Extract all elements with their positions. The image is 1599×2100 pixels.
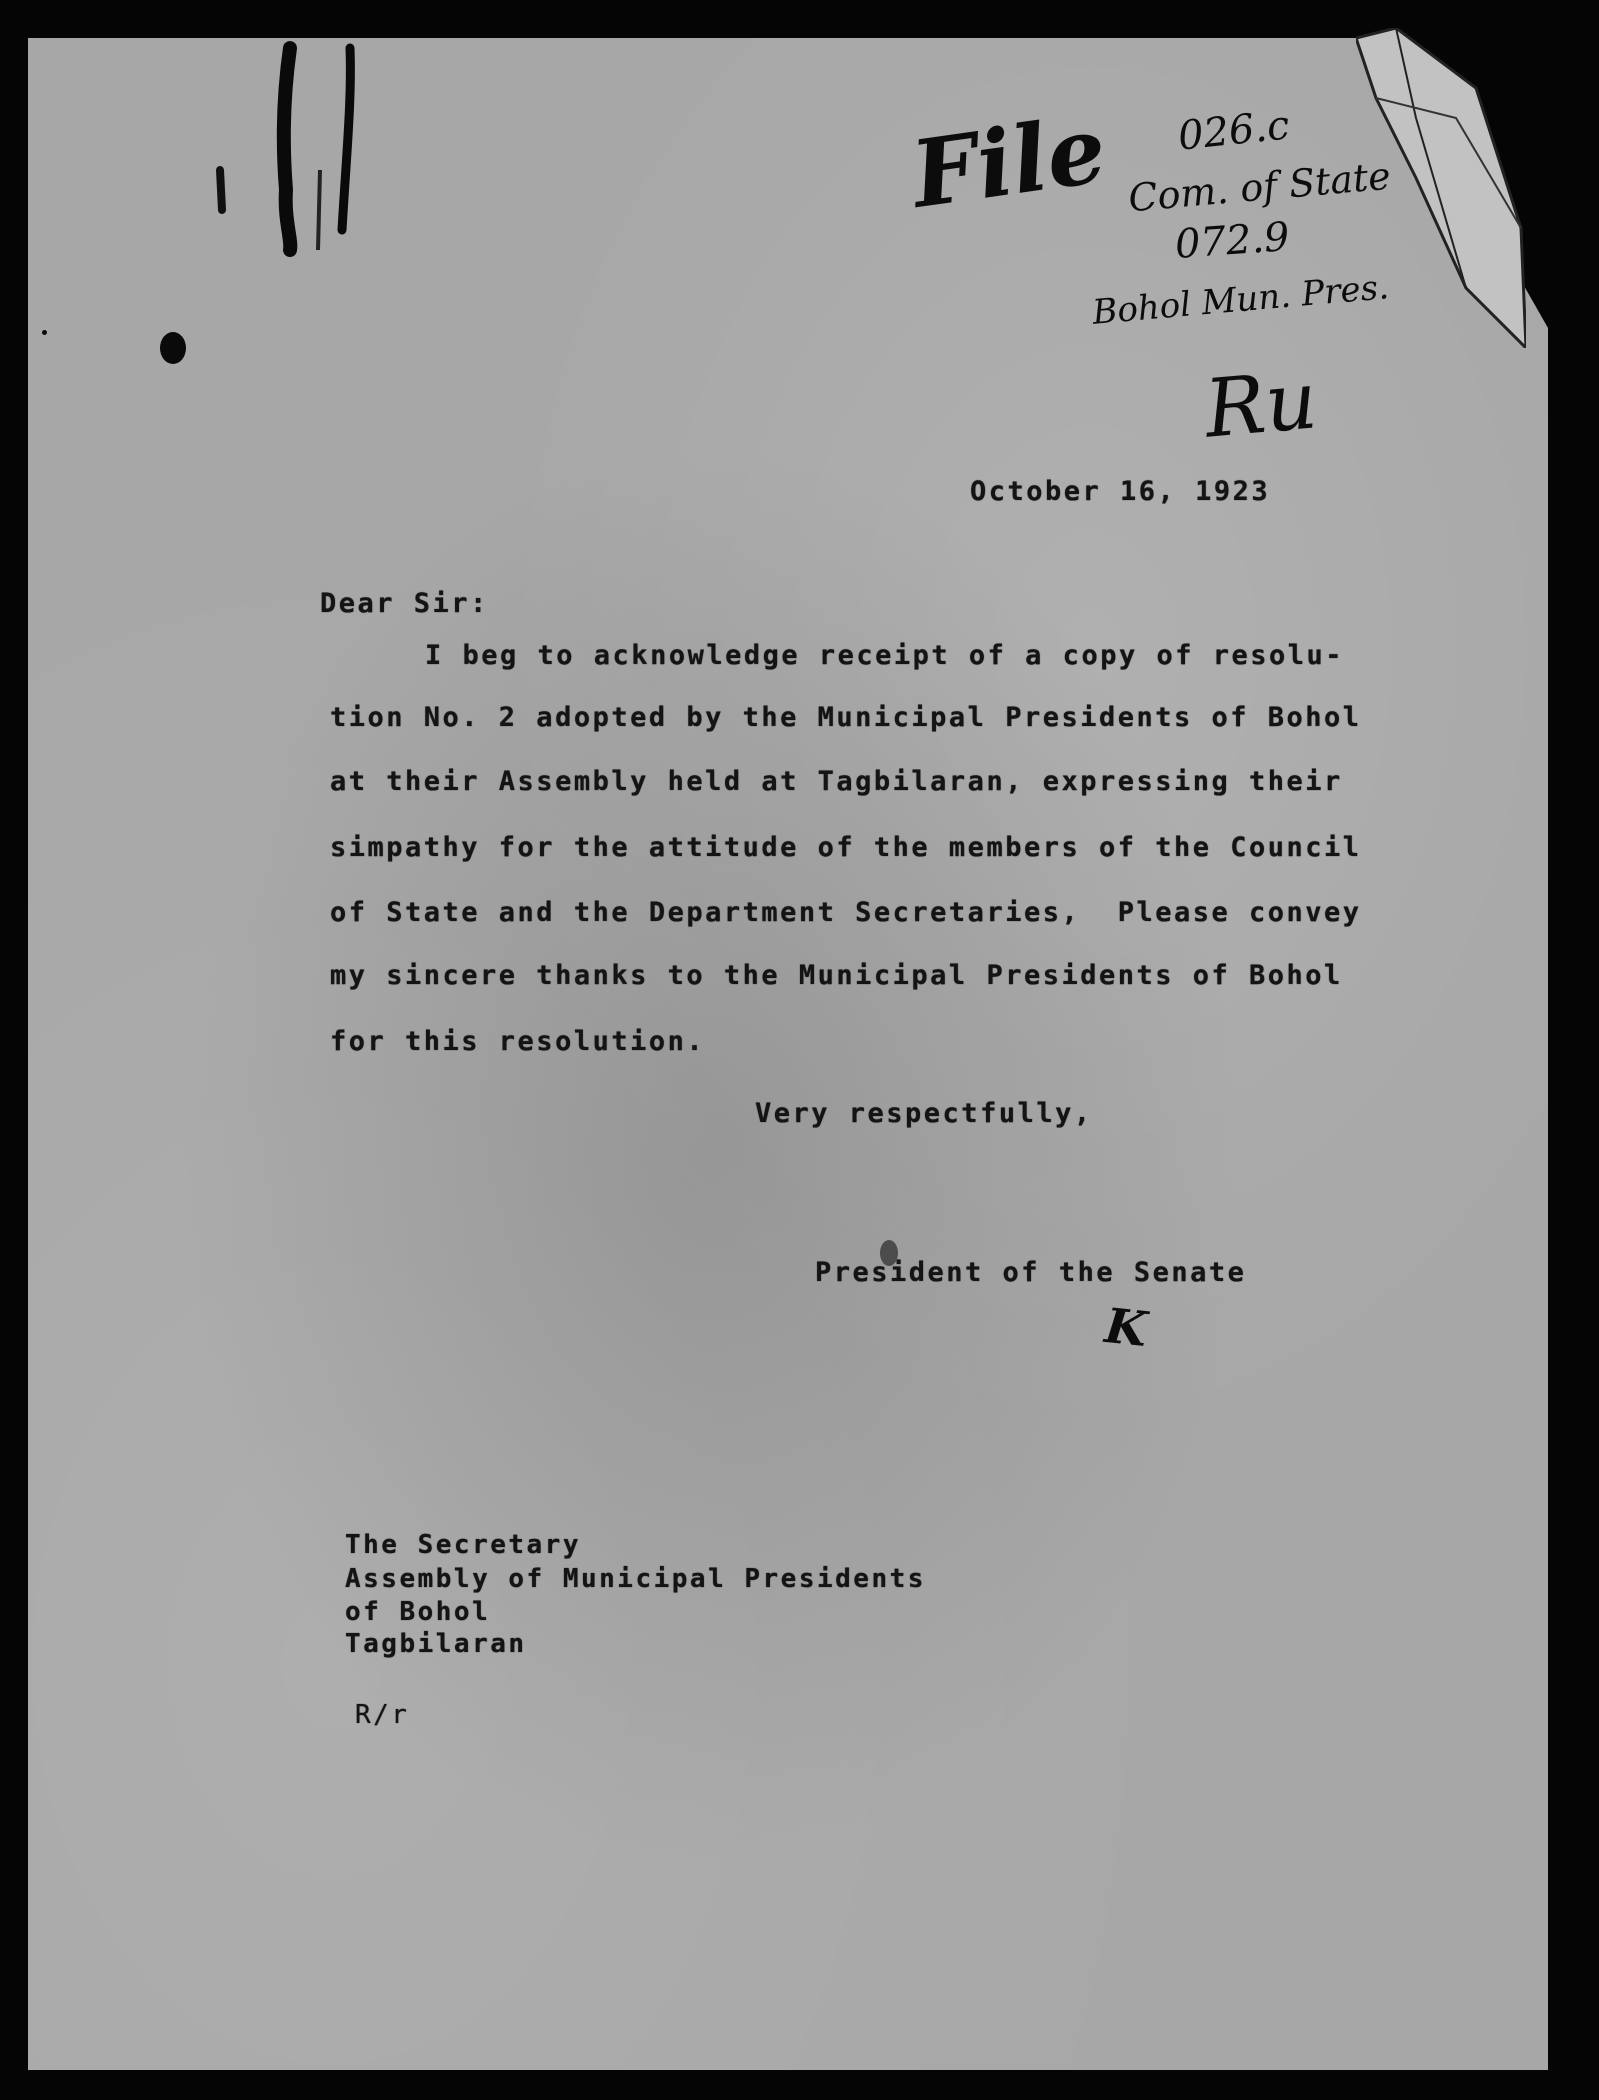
- handwritten-file-number: 026.c: [1175, 102, 1292, 160]
- handwritten-council-note: Com. of State: [1126, 153, 1393, 221]
- handwritten-initial-signature: K: [1102, 1297, 1150, 1359]
- address-line: of Bohol: [345, 1597, 491, 1627]
- address-line: Tagbilaran: [345, 1629, 527, 1659]
- body-line: I beg to acknowledge receipt of a copy of resolu-: [425, 640, 1345, 671]
- handwritten-sub-number: 072.9: [1173, 214, 1291, 268]
- body-line: of State and the Department Secretaries, Please convey: [330, 897, 1362, 928]
- handwritten-initials: Ru: [1201, 353, 1321, 456]
- body-line: for this resolution.: [330, 1026, 706, 1057]
- ink-speck: [42, 330, 47, 335]
- handwritten-bohol-note: Bohol Mun. Pres.: [1090, 267, 1391, 333]
- letter-date: October 16, 1923: [970, 476, 1271, 507]
- complimentary-closing: Very respectfully,: [755, 1098, 1093, 1129]
- body-line: my sincere thanks to the Municipal Presidents of Bohol: [330, 960, 1343, 991]
- salutation: Dear Sir:: [320, 588, 489, 619]
- body-line: at their Assembly held at Tagbilaran, expressing their: [330, 766, 1343, 797]
- body-line: simpathy for the attitude of the members of the Council: [330, 832, 1362, 863]
- ink-smudge-marks: [200, 40, 420, 370]
- address-line: The Secretary: [345, 1530, 581, 1560]
- address-line: Assembly of Municipal Presidents: [345, 1564, 926, 1594]
- body-line: tion No. 2 adopted by the Municipal Presidents of Bohol: [330, 702, 1362, 733]
- ink-blot: [160, 332, 186, 364]
- reference-initials: R/r: [355, 1700, 410, 1730]
- handwritten-file-mark: File: [905, 95, 1113, 229]
- signer-title: President of the Senate: [815, 1257, 1247, 1288]
